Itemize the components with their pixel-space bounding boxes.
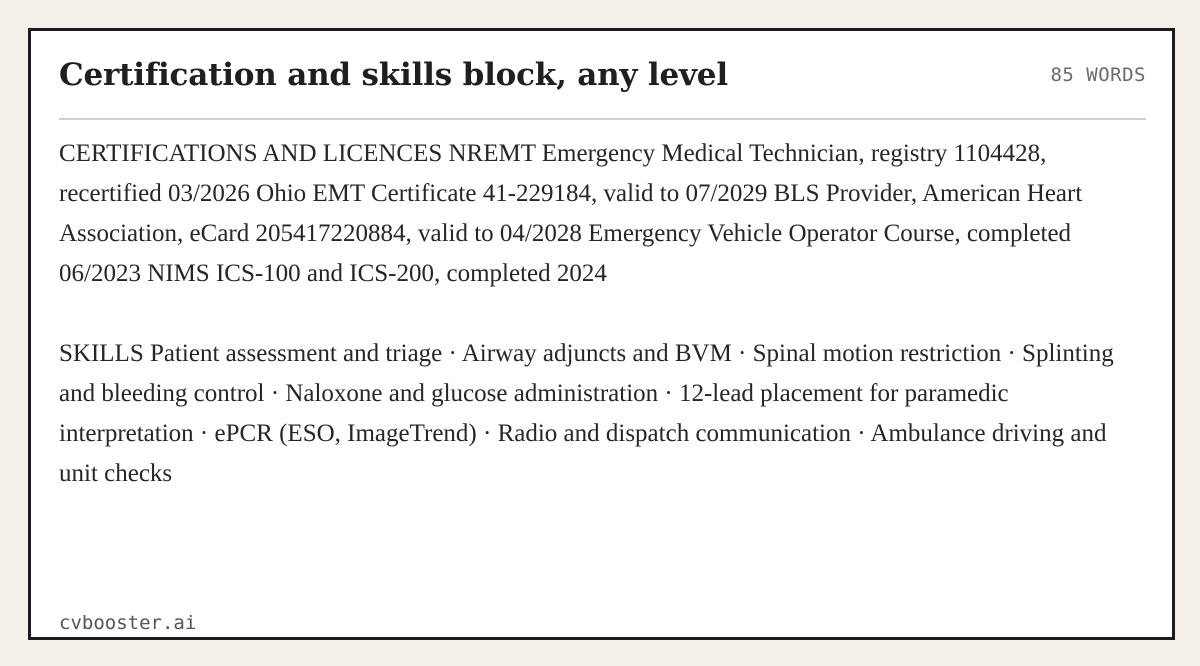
- card-header: [59, 53, 1146, 97]
- header-divider: [59, 118, 1146, 120]
- certifications-paragraph: CERTIFICATIONS AND LICENCES NREMT Emergency Medical Technician, registry 1104428, recertified 03/2026 Ohio EMT Certificate 41-229184, valid to 07/2029 BLS Provider, American Heart Association, eCard 205417220884, valid to 04/2028 Emergency Vehicle Operator Course, completed 06/2023 NIMS ICS-100 and ICS-200, completed 2024: [59, 140, 1083, 287]
- word-count-label: 85 WORDS: [1050, 64, 1146, 86]
- skills-paragraph: SKILLS Patient assessment and triage · Airway adjuncts and BVM · Spinal motion restriction · Splinting and bleeding control · Naloxone and glucose administration · 12-lead placement for paramedic interpretation · ePCR (ESO, ImageTrend) · Radio and dispatch communication · Ambulance driving and unit checks: [59, 340, 1114, 487]
- card-body: [59, 134, 1119, 494]
- card-title: Certification and skills block, any level: [59, 57, 728, 93]
- footer-brand: cvbooster.ai: [59, 612, 197, 634]
- resume-block-card: [28, 28, 1175, 640]
